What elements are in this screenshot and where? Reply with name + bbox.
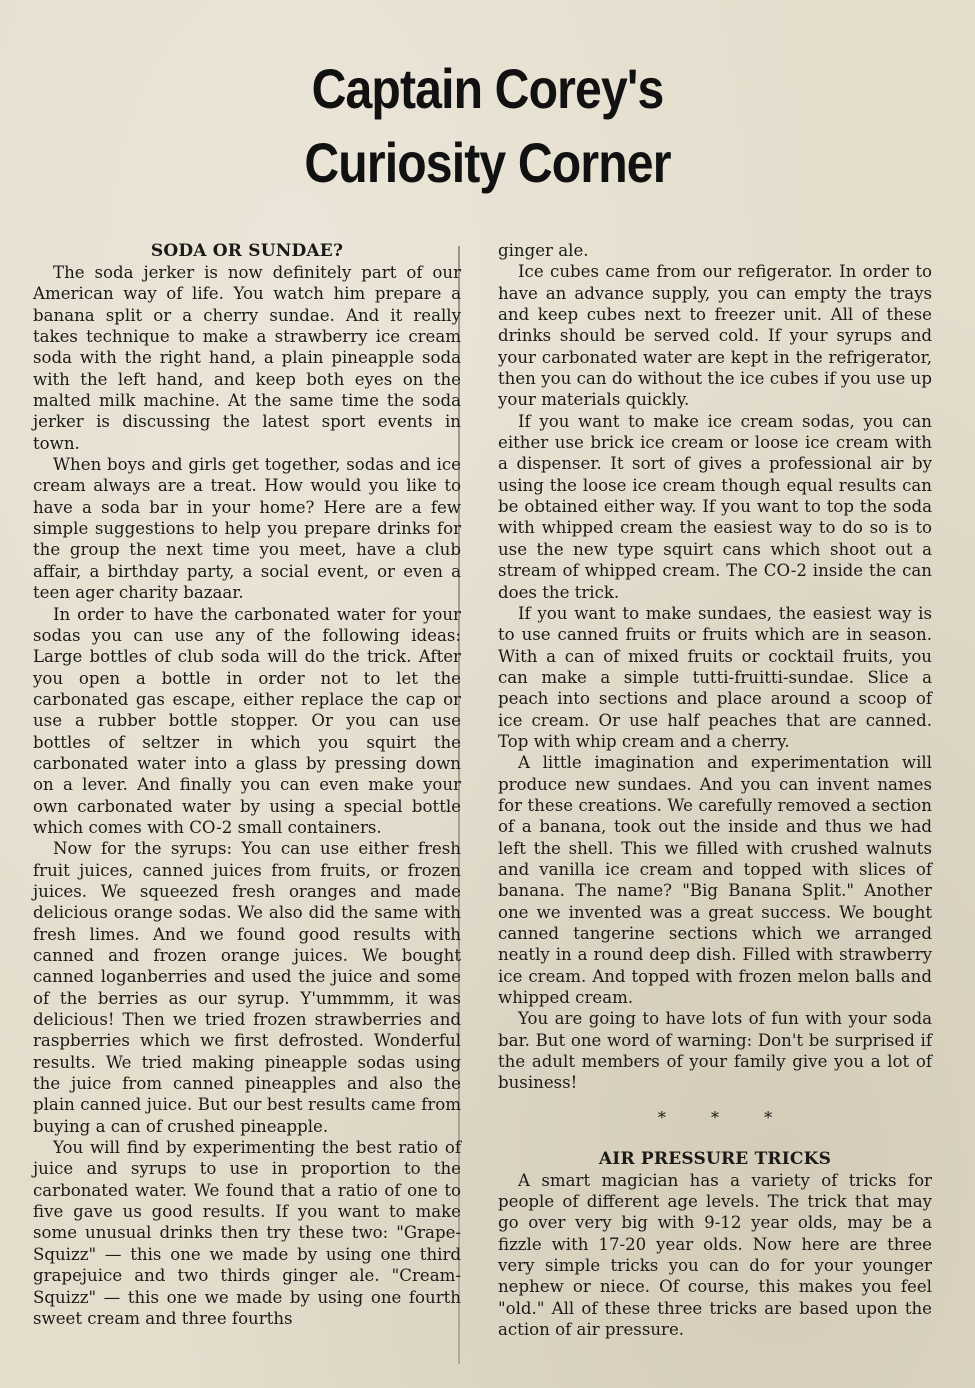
paragraph: If you want to make sundaes, the easiest way is to use canned fruits or fruits which are in season. With a can of mixed fruits or cocktail fruits, you can make a simple tutti-fruitti-sundae. Slice a peach into sections and place around a scoop of ice cream. Or use half peaches that are canned. Top with whip cream and a cherry. xyxy=(498,603,932,751)
section-heading-air-pressure: AIR PRESSURE TRICKS xyxy=(598,1148,832,1169)
paragraph: You will find by experimenting the best ratio of juice and syrups to use in proportion to the carbonated water. We found that a ratio of one to five gave us good results. If you want to make some unusual drinks then try these two: "Grape-Squizz" — this one we made by using one third grapejuice and two thirds ginger ale. "Cream-Squizz" — this one we made by using one fourth sweet cream and three fourths xyxy=(33,1138,461,1328)
paragraph: You are going to have lots of fun with your soda bar. But one word of warning: Don't be surprised if the adult members of your family give you a lot of business! xyxy=(498,1009,932,1093)
paragraph-continuation: ginger ale. xyxy=(498,241,589,260)
paragraph: In order to have the carbonated water for your sodas you can use any of the following ideas: Large bottles of club soda will do the trick. After you open a bottle in order not to let the carbonated gas escape, either replace the cap or use a rubber bottle stopper. Or you can use bottles of seltzer in which you squirt the carbonated water into a glass by pressing down on a lever. And finally you can even make your own carbonated water by using a special bottle which comes with CO-2 small containers. xyxy=(33,604,461,837)
paragraph: A smart magician has a variety of tricks for people of different age levels. The trick that may go over very big with 9-12 year olds, may be a fizzle with 17-20 year olds. Now here are three very simple tricks you can do for your younger nephew or niece. Of course, this makes you feel "old." All of these three tricks are based upon the action of air pressure. xyxy=(498,1170,932,1340)
paragraph: The soda jerker is now definitely part of our American way of life. You watch him prepare a banana split or a cherry sundae. And it really takes technique to make a strawberry ice cream soda with the right hand, a plain pineapple soda with the left hand, and keep both eyes on the malted milk machine. At the same time the soda jerker is discussing the latest sport events in town. xyxy=(33,263,461,453)
title-line-1: Captain Corey's xyxy=(311,57,664,120)
paragraph: Ice cubes came from our refigerator. In order to have an advance supply, you can empty the trays and keep cubes next to freezer unit. All of these drinks should be served cold. If your syrups and your carbonated water are kept in the refrigerator, then you can do without the ice cubes if you use up your materials quickly. xyxy=(498,262,932,410)
title-line-2: Curiosity Corner xyxy=(304,131,671,194)
paragraph: When boys and girls get together, sodas and ice cream always are a treat. How would you like to have a soda bar in your home? Here are a few simple suggestions to help you prepare drinks for the group the next time you meet, have a club affair, a birthday party, a social event, or even a teen ager charity bazaar. xyxy=(33,455,461,603)
page-title xyxy=(0,52,975,200)
paragraph: Now for the syrups: You can use either fresh fruit juices, canned juices from fruits, or frozen juices. We squeezed fresh oranges and made delicious orange sodas. We also did the same with fresh limes. And we found good results with canned and frozen orange juices. We bought canned loganberries and used the juice and some of the berries as our syrup. Y'ummmm, it was delicious! Then we tried frozen strawberries and raspberries which we first defrosted. Wonderful results. We tried making pineapple sodas using the juice from canned pineapples and also the plain canned juice. But our best results came from buying a can of crushed pineapple. xyxy=(33,839,461,1136)
left-column xyxy=(33,240,461,1329)
section-heading-soda: SODA OR SUNDAE? xyxy=(150,241,344,261)
section-separator: * * * xyxy=(657,1107,773,1127)
right-column xyxy=(498,240,932,1341)
paragraph: If you want to make ice cream sodas, you can either use brick ice cream or loose ice cream with a dispenser. It sort of gives a professional air by using the loose ice cream though equal results can be obtained either way. If you want to top the soda with whipped cream the easiest way to do so is to use the new type squirt cans which shoot out a stream of whipped cream. The CO-2 inside the can does the trick. xyxy=(498,411,932,602)
paragraph: A little imagination and experimentation will produce new sundaes. And you can invent names for these creations. We carefully removed a section of a banana, took out the inside and thus we had left the shell. This we filled with crushed walnuts and vanilla ice cream and topped with slices of banana. The name? "Big Banana Split." Another one we invented was a great success. We bought canned tangerine sections which we arranged neatly in a round deep dish. Filled with strawberry ice cream. And topped with frozen melon balls and whipped cream. xyxy=(498,753,932,1008)
